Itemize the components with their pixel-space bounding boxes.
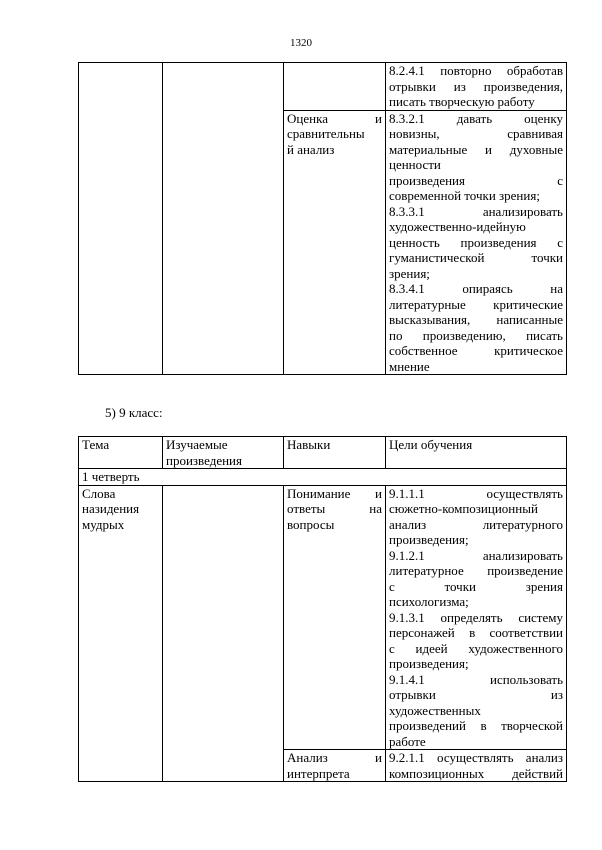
skill-line: ответы на [287, 501, 382, 516]
goals-cell [386, 63, 567, 111]
works-cell [163, 63, 284, 375]
goal-line: ценности [389, 157, 441, 172]
skill-line: вопросы [287, 516, 335, 532]
goal-line: зрения; [389, 265, 430, 281]
topic-cell [79, 63, 163, 375]
grade9-table [78, 436, 567, 782]
goal-line: высказывания, написанные [389, 312, 563, 327]
goal-line: произведения с [389, 172, 563, 188]
works-cell [163, 485, 284, 782]
quarter-row [79, 469, 567, 486]
goals-cell [386, 750, 567, 782]
skill-line: Понимание и [287, 485, 382, 501]
skill-line: Оценка и [287, 110, 382, 126]
goal-line: композиционных действий [389, 765, 563, 781]
topic-cell [79, 485, 163, 782]
section-title: 5) 9 класс: [105, 405, 163, 420]
goal-line: произведений в творческой [389, 718, 563, 733]
goal-line: литературные критические [389, 296, 563, 312]
goal-line: работе [389, 733, 426, 749]
skill-line: сравнительны [287, 126, 365, 141]
goal-line: произведения; [389, 532, 469, 547]
goal-line: собственное критическое [389, 343, 563, 358]
goal-line: художественно-идейную [389, 219, 526, 234]
goal-line: сюжетно-композиционный [389, 501, 538, 516]
goal-line: 8.3.2.1 давать оценку [389, 110, 563, 126]
goal-line: анализ литературного [389, 516, 563, 532]
topic-line: назидения [82, 501, 140, 516]
header-skills: Навыки [284, 437, 386, 469]
table-row [79, 63, 567, 111]
goal-line: писать творческую работу [389, 94, 535, 109]
goals-cell [386, 110, 567, 375]
goal-line: современной точки зрения; [389, 188, 540, 203]
continuation-table [78, 62, 567, 375]
header-works: Изучаемые произведения [163, 437, 284, 469]
goal-line: гуманистической точки [389, 250, 563, 265]
goal-line: новизны, сравнивая [389, 126, 563, 141]
quarter-cell: 1 четверть [79, 469, 567, 486]
goal-line: с точки зрения [389, 578, 563, 594]
goal-line: 9.1.2.1 анализировать [389, 547, 563, 563]
goal-line: 9.1.1.1 осуществлять [389, 485, 563, 501]
table-header-row [79, 437, 567, 469]
goals-cell [386, 485, 567, 750]
goal-line: по произведению, писать [389, 327, 563, 343]
goal-line: отрывки из произведения, [389, 78, 563, 94]
goal-line: литературное произведение [389, 563, 563, 578]
goal-line: материальные и духовные [389, 141, 563, 157]
goal-line: мнение [389, 358, 430, 374]
goal-line: с идеей художественного [389, 640, 563, 656]
goal-line: 8.3.3.1 анализировать [389, 203, 563, 219]
goal-line: персонажей в соответствии [389, 625, 563, 640]
skill-line: Анализ и [287, 750, 382, 765]
goal-line: 9.2.1.1 осуществлять анализ [389, 750, 563, 765]
goal-line: 9.1.3.1 определять систему [389, 609, 563, 625]
header-goals: Цели обучения [386, 437, 567, 469]
goal-line: художественных [389, 702, 481, 718]
topic-line: мудрых [82, 516, 125, 532]
topic-line: Слова [82, 485, 116, 501]
skill-cell [284, 750, 386, 782]
page-number: 1320 [290, 37, 312, 49]
goal-line: 8.3.4.1 опираясь на [389, 281, 563, 296]
skill-line: й анализ [287, 141, 335, 157]
skill-line: интерпрета [287, 765, 350, 781]
goal-line: произведения; [389, 656, 469, 671]
skill-cell [284, 485, 386, 750]
skill-cell [284, 110, 386, 375]
goal-line: психологизма; [389, 594, 469, 609]
goal-line: отрывки из [389, 687, 563, 702]
goal-line: ценность произведения с [389, 234, 563, 250]
table-row [79, 485, 567, 750]
goal-line: 9.1.4.1 использовать [389, 671, 563, 687]
skill-cell [284, 63, 386, 111]
goal-line: 8.2.4.1 повторно обработав [389, 63, 563, 78]
header-topic: Тема [79, 437, 163, 469]
